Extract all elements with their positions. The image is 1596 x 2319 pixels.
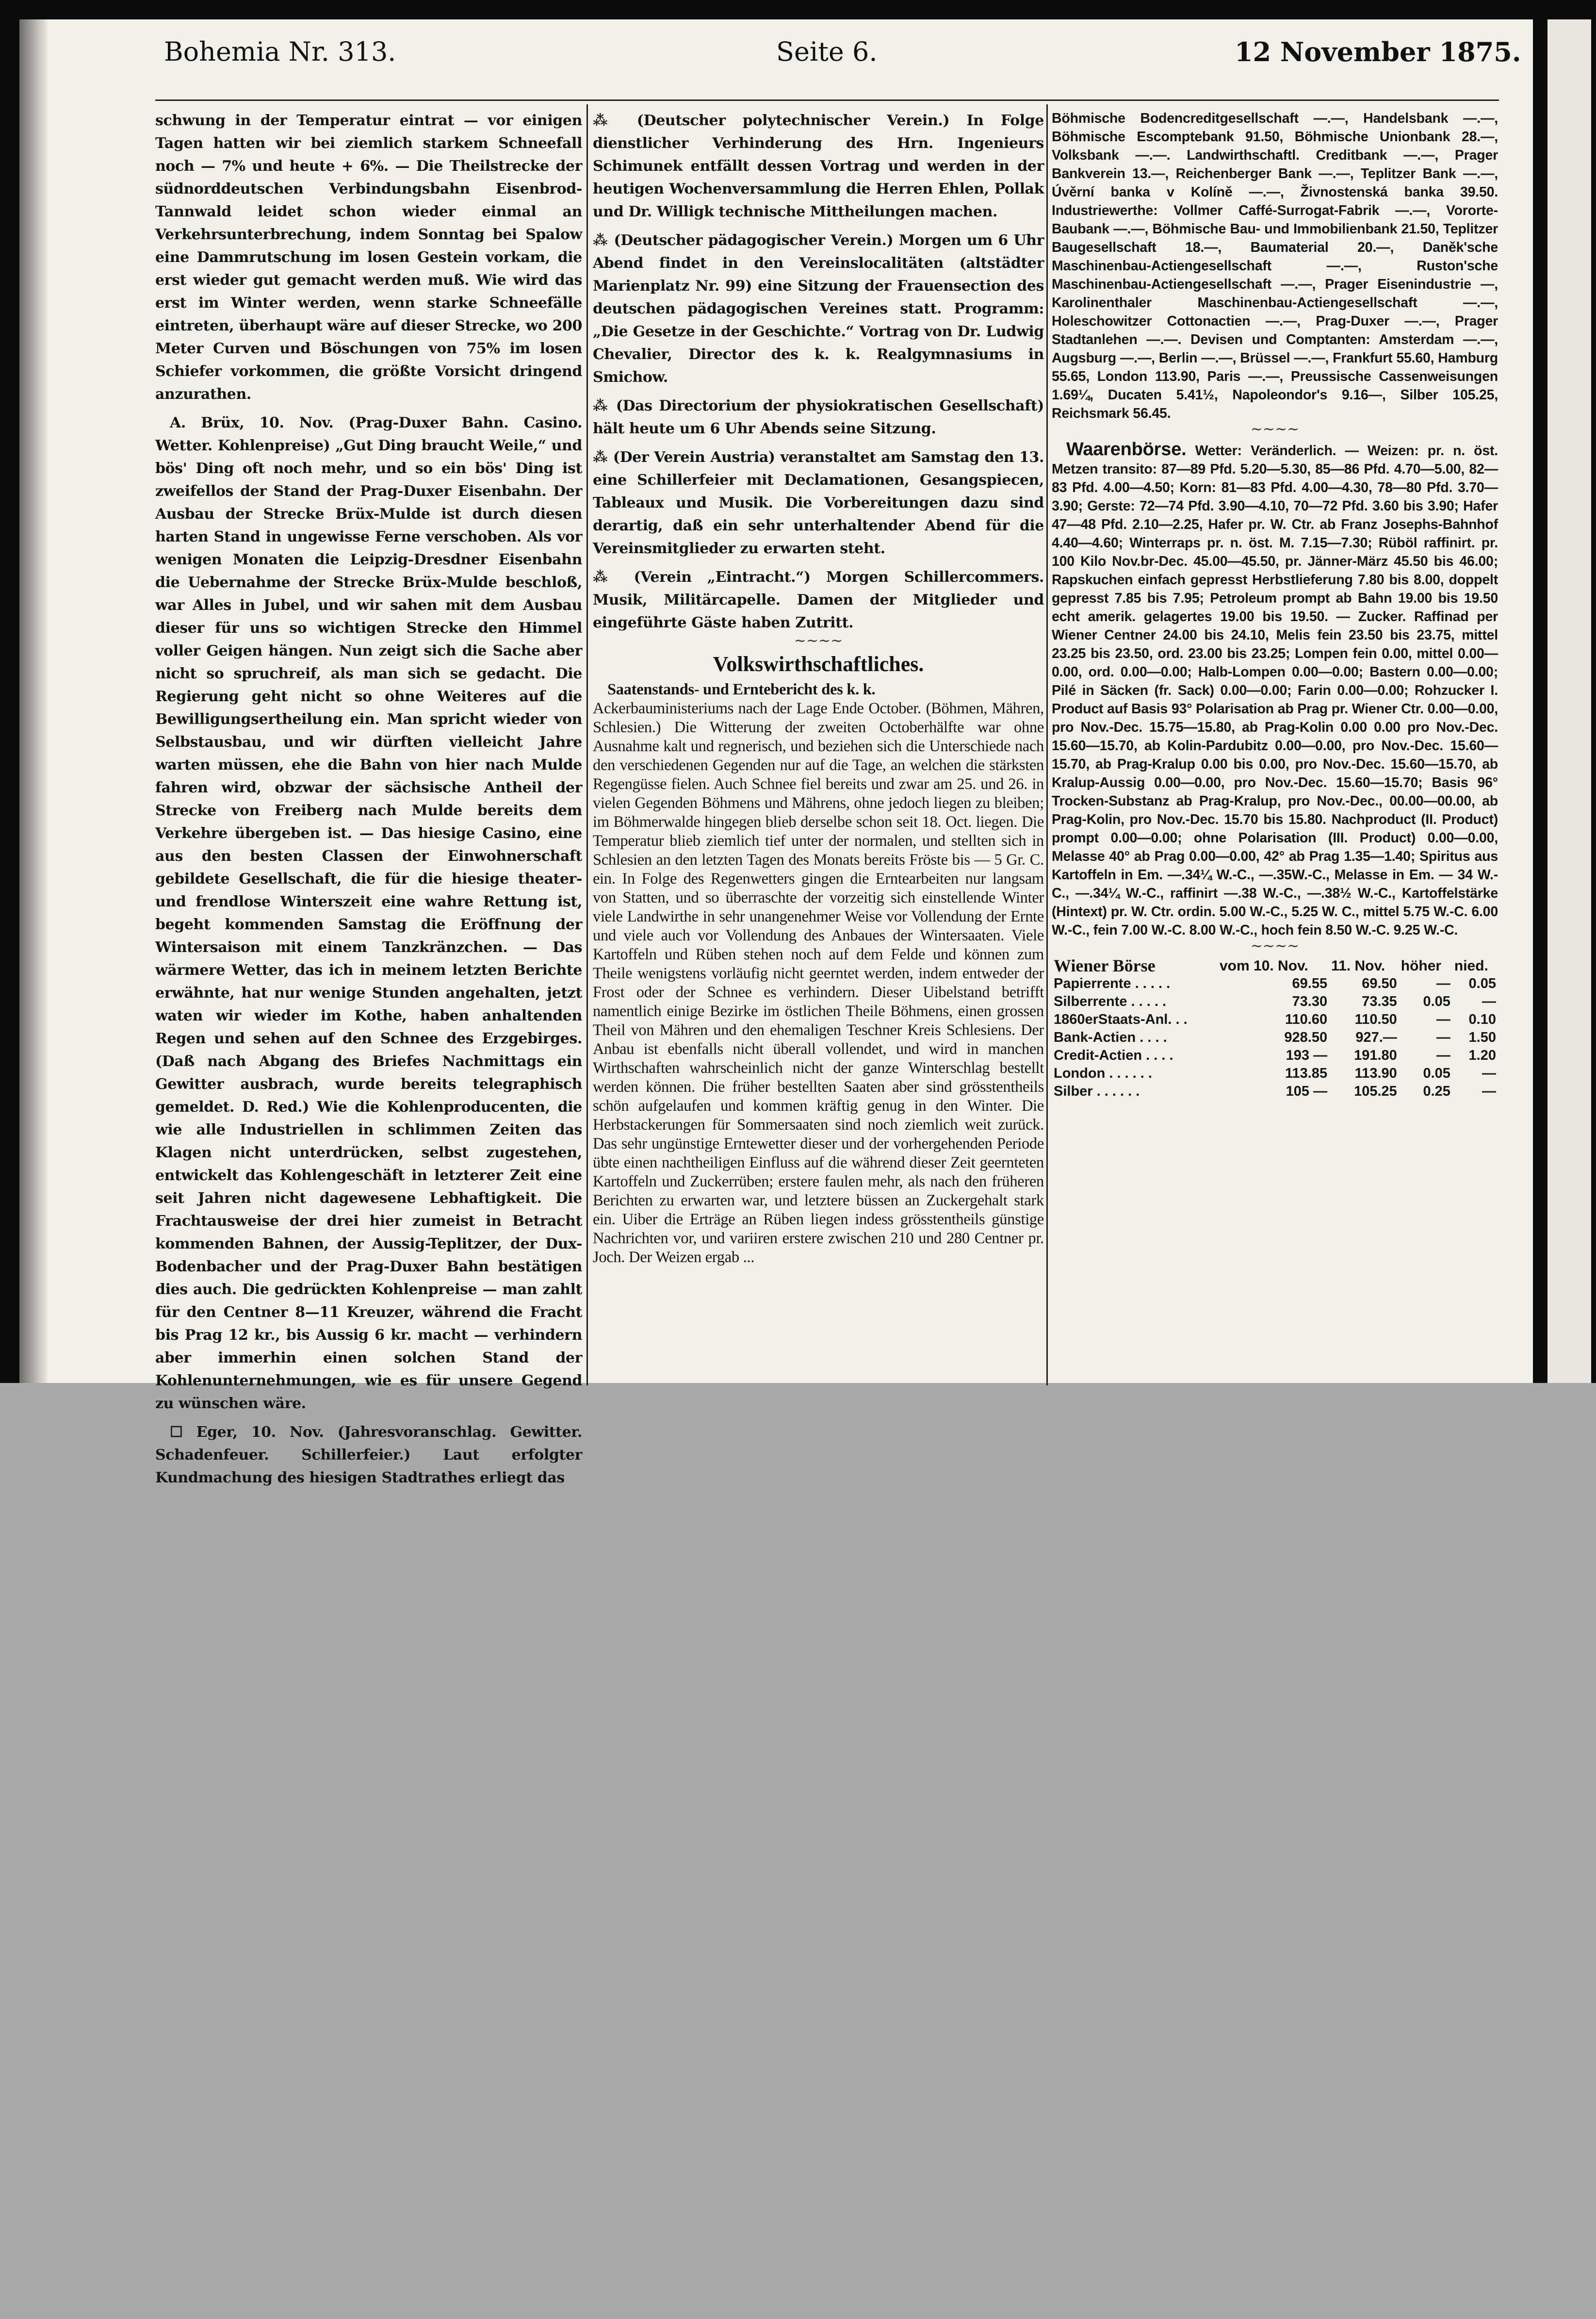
commodity-exchange <box>1052 440 1498 939</box>
report-heading: Saatenstands- und Erntebericht des k. k. <box>607 681 876 698</box>
stock-cell-name: Silber . . . . . . <box>1054 1084 1140 1099</box>
page-fold-shadow <box>19 19 49 1383</box>
bank-quotations: Böhmische Bodencreditgesellschaft —.—, Handelsbank —.—, Böhmische Escomptebank 91.50, Böhmische Unionbank 28.—, Volksbank —.—. Landwirthschaftl. Creditbank —.—, Prager Bankverein 13.—, Reichenberger Bank —.—, Teplitzer Bank —.—, Úvěrní banka v Kolíně —.—, Živnostenská banka 39.50. Industriewerthe: Vollmer Caffé-Surrogat-Fabrik —.—, Vororte-Baubank —.—, Böhmische Bau- und Immobilienbank 21.50, Teplitzer Baugesellschaft 18.—, Baumaterial 20.—, Daněk'sche Maschinenbau-Actiengesellschaft —.—, Ruston'sche Maschinenbau-Actiengesellschaft —.—, Prager Eisenindustrie —, Karolinenthaler Maschinenbau-Actiengesellschaft —.—, Holeschowitzer Cottonactien —.—, Prag-Duxer —.—, Prager Stadtanlehen —.—. Devisen und Comptanten: Amsterdam —.—, Augsburg —.—, Berlin —.—, Brüssel —.—, Frankfurt 55.60, Hamburg 55.65, London 113.90, Paris —.—, Preussische Cassenweisungen 1.69¼, Ducaten 5.41½, Napoleondor's 9.16—, Silber 105.25, Reichsmark 56.45. <box>1052 111 1498 421</box>
stock-cell-down: — <box>1482 994 1496 1009</box>
stock-cell-v11: 73.35 <box>1362 994 1397 1009</box>
notice-eintracht-society: ⁂ (Verein „Eintracht.“) Morgen Schillercommers. Musik, Militärcapelle. Damen der Mitglieder und eingeführte Gäste haben Zutritt. <box>593 569 1044 631</box>
separator-ornament-2: ∼∼∼∼ <box>1250 421 1300 438</box>
header-date: 12 November 1875. <box>1235 36 1521 67</box>
stock-cell-v11: 69.50 <box>1362 976 1397 991</box>
notice-austria-society: ⁂ (Der Verein Austria) veranstaltet am Samstag den 13. eine Schillerfeier mit Declamationen, Gesangspiecen, Tableaux und Musik. Die Vorbereitungen dazu sind derartig, daß ein sehr unterhaltender Abend für die Vereinsmitglieder zu erwarten steht. <box>593 449 1044 557</box>
notice-physiocratic-society: ⁂ (Das Directorium der physiokratischen Gesellschaft) hält heute um 6 Uhr Abends seine Sitzung. <box>593 397 1044 437</box>
header-rule <box>155 99 1499 101</box>
commodity-exchange-text: Wetter: Veränderlich. — Weizen: pr. n. öst. Metzen transito: 87—89 Pfd. 5.20—5.30, 85—86 Pfd. 4.70—5.00, 82—83 Pfd. 4.00—4.50; Korn: 81—83 Pfd. 4.00—4.30, 78—80 Pfd. 3.70—3.90; Gerste: 72—74 Pfd. 3.90—4.10, 70—72 Pfd. 3.60 bis 3.90; Hafer 47—48 Pfd. 2.10—2.25, Hafer pr. W. Ctr. ab Franz Josephs-Bahnhof 4.40—4.60; Winterraps pr. n. öst. M. 7.15—7.30; Rüböl raffinirt. pr. 100 Kilo Nov.br-Dec. 45.00—45.50, pr. Jänner-März 45.50 bis 46.00; Rapskuchen einfach gepresst Herbstlieferung 7.80 bis 8.00, doppelt gepresst 7.85 bis 7.95; Petroleum prompt ab Bahn 19.00 bis 19.50 echt amerik. gelagertes 19.00 bis 19.50. — Zucker. Raffinad per Wiener Centner 24.00 bis 24.10, Melis fein 23.50 bis 23.75, mittel 23.25 bis 23.50, ord. 23.00 bis 23.25; Lompen fein 0.00, mittel 0.00—0.00, ord. 0.00—0.00; Halb-Lompen 0.00—0.00; Bastern 0.00—0.00; Pilé in Säcken (fr. Sack) 0.00—0.00; Farin 0.00—0.00; Rohzucker I. Product auf Basis 93° Polarisation ab Prag pr. Wiener Ctr. 0.00—0.00, pro Nov.-Dec. 15.75—15.80, ab Prag-Kolin 0.00 0.00 pro Nov.-Dec. 15.60—15.70, ab Kolin-Pardubitz 0.00—0.00, pro Nov.-Dec. 15.60—15.70, ab Prag-Kralup 0.00 bis 0.00, pro Nov.-Dec. 15.60—15.70, ab Kralup-Aussig 0.00—0.00, pro Nov.-Dec. 15.60—15.70; Basis 96° Trocken-Substanz ab Prag-Kralup, pro Nov.-Dec., 00.00—00.00, ab Prag-Kolin, pro Nov.-Dec. 15.70 bis 15.80. Nachproduct (II. Product) prompt 0.00—0.00; ohne Polarisation (III. Product) 0.00—0.00, Melasse 40° ab Prag 0.00—0.00, 42° ab Prag 1.35—1.40; Spiritus aus Kartoffeln in Em. —.34¼ W.-C., —.35W.-C., Melasse in Em. — 34 W.-C., —.34¼ W.-C., raffinirt —.38 W.-C., —.38½ W.-C., Kartoffelstärke (Hintext) pr. W. Ctr. ordin. 5.00 W.-C., 5.25 W. C., mittel 5.75 W.-C. 6.00 W.-C., fein 7.00 W.-C. 8.00 W.-C., hoch fein 8.50 W.-C. 9.25 W.-C. <box>1052 443 1498 938</box>
header-page-number: Seite 6. <box>776 36 878 67</box>
table-row <box>1052 1083 1498 1101</box>
stock-cell-up: — <box>1436 1012 1450 1027</box>
table-row <box>1052 1065 1498 1083</box>
vienna-stock-table <box>1052 957 1498 1101</box>
stock-cell-name: 1860erStaats-Anl. . . <box>1054 1012 1188 1027</box>
stock-cell-up: 0.05 <box>1423 994 1450 1009</box>
stock-cell-v11: 927.— <box>1355 1030 1397 1045</box>
article-brux: A. Brüx, 10. Nov. (Prag-Duxer Bahn. Casino. Wetter. Kohlenpreise) „Gut Ding braucht Weile,“ und bös' Ding oft noch mehr, und so ein bös' Ding ist zweifellos der Stand der Prag-Duxer Eisenbahn. Der Ausbau der Strecke Brüx-Mulde ist durch diesen harten Stand in ungewisse Ferne verschoben. Als vor wenigen Monaten die Leipzig-Dresdner Eisenbahn die Uebernahme der Strecke Brüx-Mulde beschloß, war Alles in Jubel, und wir sahen mit dem Ausbau dieser für uns so wichtigen Strecke den Himmel voller Geigen hängen. Nun zeigt sich die Sache aber nicht so spruchreif, als man sich se gedacht. Die Regierung geht nicht so ohne Weiteres auf die Bewilligungsertheilung ein. Man spricht wieder von Selbstausbau, und wir dürften vielleicht Jahre warten müssen, ehe die Bahn von hier nach Mulde fahren wird, obzwar der sächsische Antheil der Strecke von Freiberg nach Mulde bereits dem Verkehre übergeben ist. — Das hiesige Casino, eine aus den besten Classen der Einwohnerschaft gebildete Gesellschaft, die für die hiesige theater- und frendlose Winterszeit eine wahre Rettung ist, begeht kommenden Samstag die Eröffnung der Wintersaison mit einem Tanzkränzchen. — Das wärmere Wetter, das ich in meinem letzten Berichte erwähnte, hat nur wenige Stunden angehalten, jetzt waten wir wieder im Kothe, haben anhaltenden Regen und sehen auf den Schnee des Erzgebirges. (Daß nach Abgang des Briefes Nachmittags ein Gewitter ausbrach, wurde bereits telegraphisch gemeldet. D. Red.) Wie die Kohlenproducenten, die wie alle Industriellen in schlimmen Zeiten das Klagen nicht unterdrücken, selbst zugestehen, entwickelt das Kohlengeschäft in letzterer Zeit eine seit Jahren nicht dagewesene Lebhaftigkeit. Die Frachtausweise der drei hier zumeist in Betracht kommenden Bahnen, der Aussig-Teplitzer, der Dux-Bodenbacher und der Prag-Duxer Bahn bestätigen dies auch. Die gedrückten Kohlenpreise — man zahlt für den Centner 8—11 Kreuzer, während die Fracht bis Prag 12 kr., bis Aussig 6 kr. macht — verhindern aber immerhin einen solchen Stand der Kohlenunternehmungen, wie es für unsere Gegend zu wünschen wäre. <box>155 414 582 1412</box>
article-eger: ☐ Eger, 10. Nov. (Jahresvoranschlag. Gewitter. Schadenfeuer. Schillerfeier.) Laut erfolgter Kundmachung des hiesigen Stadtrathes erliegt das <box>155 1424 582 1486</box>
stock-cell-down: 0.10 <box>1468 1012 1496 1027</box>
table-row <box>1052 993 1498 1011</box>
stock-cell-v11: 113.90 <box>1354 1066 1397 1081</box>
notice-pedagogic-society: ⁂ (Deutscher pädagogischer Verein.) Morgen um 6 Uhr Abend findet in den Vereinslocalitäten (altstädter Marienplatz Nr. 99) eine Sitzung der Frauensection des deutschen pädagogischen Vereines statt. Programm: „Die Gesetze in der Geschichte.“ Vortrag von Dr. Ludwig Chevalier, Director des k. k. Realgymnasiums in Smichow. <box>593 232 1044 386</box>
stock-table-col-hoeher: höher <box>1401 958 1442 974</box>
column-divider-2 <box>1046 104 1048 1385</box>
stock-cell-v11: 105.25 <box>1354 1084 1397 1099</box>
notice-polytechnic-society: ⁂ (Deutscher polytechnischer Verein.) In Folge dienstlicher Verhinderung des Hrn. Ingenieurs Schimunek entfällt dessen Vortrag und werden in der heutigen Wochenversammlung die Herren Ehlen, Pollak und Dr. Willigk technische Mittheilungen machen. <box>593 112 1044 220</box>
column-right <box>1052 109 1498 1385</box>
table-row <box>1052 975 1498 993</box>
separator-ornament: ∼∼∼∼ <box>794 632 843 649</box>
separator-ornament-3: ∼∼∼∼ <box>1250 937 1300 954</box>
stock-cell-up: — <box>1436 1030 1450 1045</box>
stock-cell-v10: 73.30 <box>1292 994 1328 1009</box>
commodity-exchange-title: Waarenbörse. <box>1066 439 1187 460</box>
stock-cell-down: 1.50 <box>1468 1030 1496 1045</box>
stock-cell-up: 0.05 <box>1423 1066 1450 1081</box>
table-row <box>1052 1029 1498 1047</box>
stock-cell-up: 0.25 <box>1423 1084 1450 1099</box>
stock-cell-name: Credit-Actien . . . . <box>1054 1048 1173 1063</box>
stock-cell-v10: 113.85 <box>1285 1066 1328 1081</box>
stock-cell-v10: 105 — <box>1286 1084 1328 1099</box>
stock-cell-name: Papierrente . . . . . <box>1054 976 1171 991</box>
stock-cell-down: 1.20 <box>1468 1048 1496 1063</box>
column-left <box>155 109 582 1486</box>
stock-cell-down: 0.05 <box>1468 976 1496 991</box>
column-divider-1 <box>586 104 588 1385</box>
table-row <box>1052 1011 1498 1029</box>
table-row <box>1052 1047 1498 1065</box>
stock-table-col-vom: vom 10. Nov. <box>1219 958 1308 974</box>
section-title-economy: Volkswirthschaftliches. <box>713 652 924 676</box>
stock-cell-up: — <box>1436 1048 1450 1063</box>
adjacent-page-edge <box>1547 19 1591 1383</box>
stock-cell-v10: 193 — <box>1286 1048 1328 1063</box>
report-harvest: Ackerbauministeriums nach der Lage Ende October. (Böhmen, Mähren, Schlesien.) Die Witterung der zweiten Octoberhälfte war ohne Ausnahme kalt und regnerisch, und beziehen sich die Unterschiede nach den verschiedenen Gegenden nur auf die Tage, an welchen die stärksten Regengüsse fielen. Auch Schnee fiel bereits und zwar am 25. und 26. in vielen Gegenden Böhmens und Mährens, ohne jedoch liegen zu bleiben; im Böhmerwalde hingegen blieb derselbe schon seit 18. Oct. liegen. Die Temperatur blieb ziemlich tief unter der normalen, und stellten sich in Schlesien an den letzten Tagen des Monats bereits Fröste bis — 5 Gr. C. ein. In Folge des Regenwetters gingen die Erntearbeiten nur langsam von Statten, und so überraschte der vorzeitig sich einstellende Winter viele Landwirthe in sehr unangenehmer Weise vor Vollendung der Ernte und viele auch vor Vollendung des Anbaues der Wintersaaten. Viele Kartoffeln und Rüben stehen noch auf dem Felde und können zum Theile wenigstens vorläufig nicht geerntet werden, indem entweder der Frost oder der Schnee es verhindern. Dieser Uibelstand betrifft namentlich einige Bezirke im östlichen Theile Böhmens, einen grossen Theil von Mähren und den ehemaligen Teschner Kreis Schlesiens. Der Anbau ist ebenfalls nicht überall vollendet, und wird in manchen Wirthschaften wahrscheinlich nicht der ganze Winterschlag bestellt werden können. Die früher bestellten Saaten aber sind grösstentheils schön aufgelaufen und kommen kräftig genug in den Winter. Die Herbstackerungen für Sommersaaten sind noch ziemlich weit zurück. Das sehr ungünstige Erntewetter dieser und der vorhergehenden Periode übte einen nachtheiligen Einfluss auf die während dieser Zeit geernteten Kartoffeln und Zuckerrüben; erstere faulen mehr, als nach den früheren Berichten zu erwarten war, und letztere büssen an Zuckergehalt stark ein. Uiber die Erträge an Rüben liegen indess grösstentheils günstige Nachrichten vor, und variiren erstere zwischen 210 und 280 Centner pr. Joch. Der Weizen ergab ... <box>593 700 1044 1266</box>
stock-cell-v10: 110.60 <box>1285 1012 1328 1027</box>
stock-cell-down: — <box>1482 1084 1496 1099</box>
stock-cell-up: — <box>1436 976 1450 991</box>
stock-cell-name: Bank-Actien . . . . <box>1054 1030 1167 1045</box>
stock-cell-v10: 69.55 <box>1292 976 1328 991</box>
stock-cell-down: — <box>1482 1066 1496 1081</box>
stock-table-col-11: 11. Nov. <box>1331 958 1385 974</box>
stock-cell-v11: 191.80 <box>1354 1048 1397 1063</box>
stock-cell-v10: 928.50 <box>1284 1030 1328 1045</box>
stock-table-title: Wiener Börse <box>1054 956 1156 975</box>
stock-cell-name: Silberrente . . . . . <box>1054 994 1167 1009</box>
stock-table-col-nieder: nied. <box>1454 958 1488 974</box>
column-middle <box>593 109 1044 1385</box>
empty-scan-area <box>0 1383 1596 2319</box>
stock-cell-v11: 110.50 <box>1354 1012 1397 1027</box>
header-masthead: Bohemia Nr. 313. <box>164 36 396 67</box>
article-continuation: schwung in der Temperatur eintrat — vor einigen Tagen hatten wir bei ziemlich starkem Schneefall noch — 7% und heute + 6%. — Die Theilstrecke der südnorddeutschen Verbindungsbahn Eisenbrod-Tannwald leidet schon wieder einmal an Verkehrsunterbrechung, indem Sonntag bei Spalow eine Dammrutschung im losen Gestein vorkam, die erst wieder gut gemacht werden muß. Wie wird das erst im Winter werden, wenn starke Schneefälle eintreten, überhaupt wäre auf dieser Strecke, wo 200 Meter Curven und Böschungen von 75% im losen Schiefer vorkommen, die größte Vorsicht dringend anzurathen. <box>155 112 582 403</box>
stock-cell-name: London . . . . . . <box>1054 1066 1152 1081</box>
